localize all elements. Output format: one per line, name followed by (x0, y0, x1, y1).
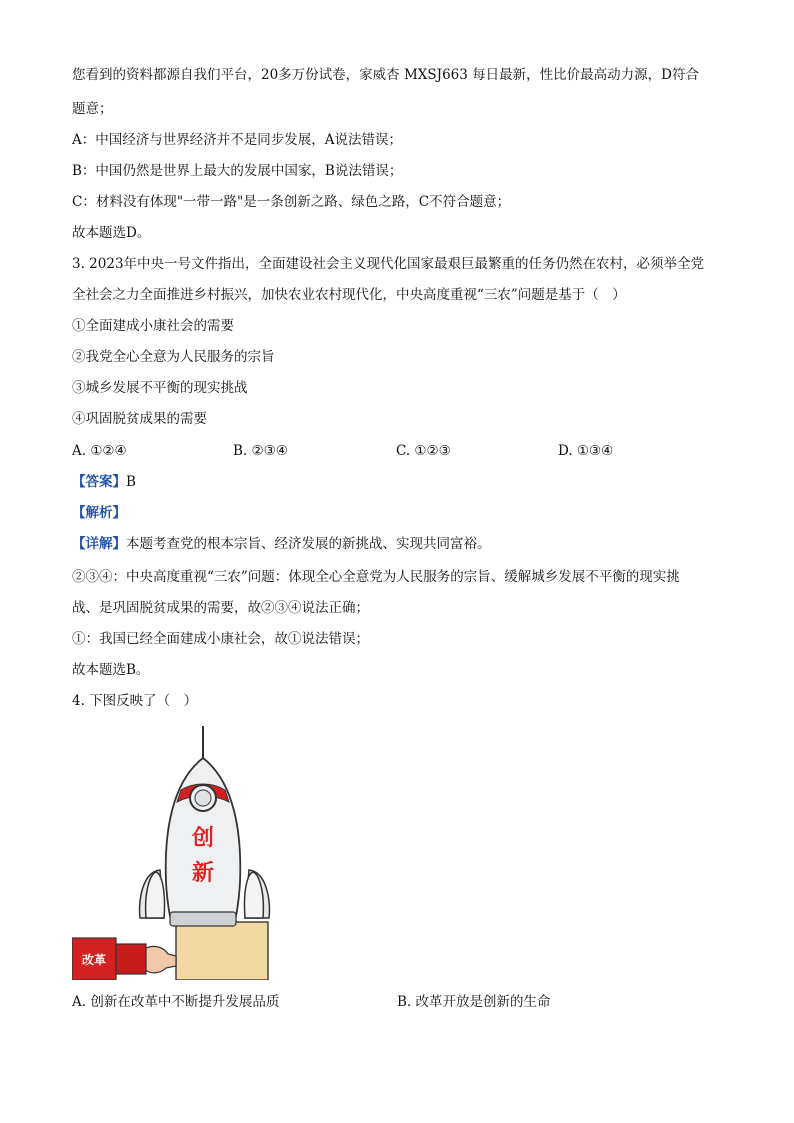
text-line: 题意； (72, 101, 113, 117)
option-a: A. ①②④ (72, 443, 127, 459)
statement-1: ①全面建成小康社会的需要 (72, 318, 234, 334)
statement-4: ④巩固脱贫成果的需要 (72, 411, 207, 427)
statement-2: ②我党全心全意为人民服务的宗旨 (72, 349, 275, 365)
option-d: D. ①③④ (558, 443, 614, 459)
q4-option-a: A. 创新在改革中不断提升发展品质 (72, 994, 280, 1010)
question-4-stem: 4. 下图反映了（ ） (72, 693, 198, 709)
analysis-line (72, 504, 126, 522)
detail-tag: 【详解】 (72, 536, 126, 552)
cuff (116, 944, 146, 974)
text-line: 故本题选D。 (72, 225, 151, 241)
question-3-stem: 全社会之力全面推进乡村振兴，加快农业农村现代化，中央高度重视“三农”问题是基于（ ） (72, 287, 626, 303)
option-c: C. ①②③ (396, 443, 451, 459)
text-line: C：材料没有体现"一带一路"是一条创新之路、绿色之路，C不符合题意； (72, 194, 511, 210)
explain-line: 战、是巩固脱贫成果的需要，故②③④说法正确； (72, 600, 369, 616)
answer-tag: 【答案】 (72, 474, 126, 490)
text-line: A：中国经济与世界经济并不是同步发展，A说法错误； (72, 132, 402, 148)
text-line: 您看到的资料都源自我们平台，20多万份试卷，家威杏 MXSJ663 每日最新，性比价最高动力源，D符合 (72, 67, 699, 83)
answer-line (72, 473, 136, 491)
explain-line: ①：我国已经全面建成小康社会，故①说法错误； (72, 631, 369, 647)
q4-option-b: B. 改革开放是创新的生命 (397, 994, 551, 1010)
option-b: B. ②③④ (233, 443, 288, 459)
answer-value: B (126, 474, 136, 490)
analysis-tag: 【解析】 (72, 505, 126, 521)
detail-line (72, 535, 491, 553)
text-line: B：中国仍然是世界上最大的发展中国家，B说法错误； (72, 163, 403, 179)
rocket-illustration (72, 722, 282, 980)
question-3-stem: 3. 2023年中央一号文件指出，全面建设社会主义现代化国家最艰巨最繁重的任务仍然在农村，必须举全党 (72, 256, 705, 272)
sleeve-text: 改革 (81, 953, 107, 967)
rocket-base (170, 912, 236, 926)
rocket-text-2: 新 (191, 861, 215, 886)
explain-line: ②③④：中央高度重视“三农”问题：体现全心全意党为人民服务的宗旨、缓解城乡发展不平衡的现实挑 (72, 569, 680, 585)
statement-3: ③城乡发展不平衡的现实挑战 (72, 380, 248, 396)
rocket-svg (72, 722, 282, 980)
detail-text: 本题考查党的根本宗旨、经济发展的新挑战、实现共同富裕。 (126, 536, 491, 552)
pedestal (176, 922, 268, 980)
explain-line: 故本题选B。 (72, 662, 150, 678)
rocket-text-1: 创 (191, 826, 215, 851)
